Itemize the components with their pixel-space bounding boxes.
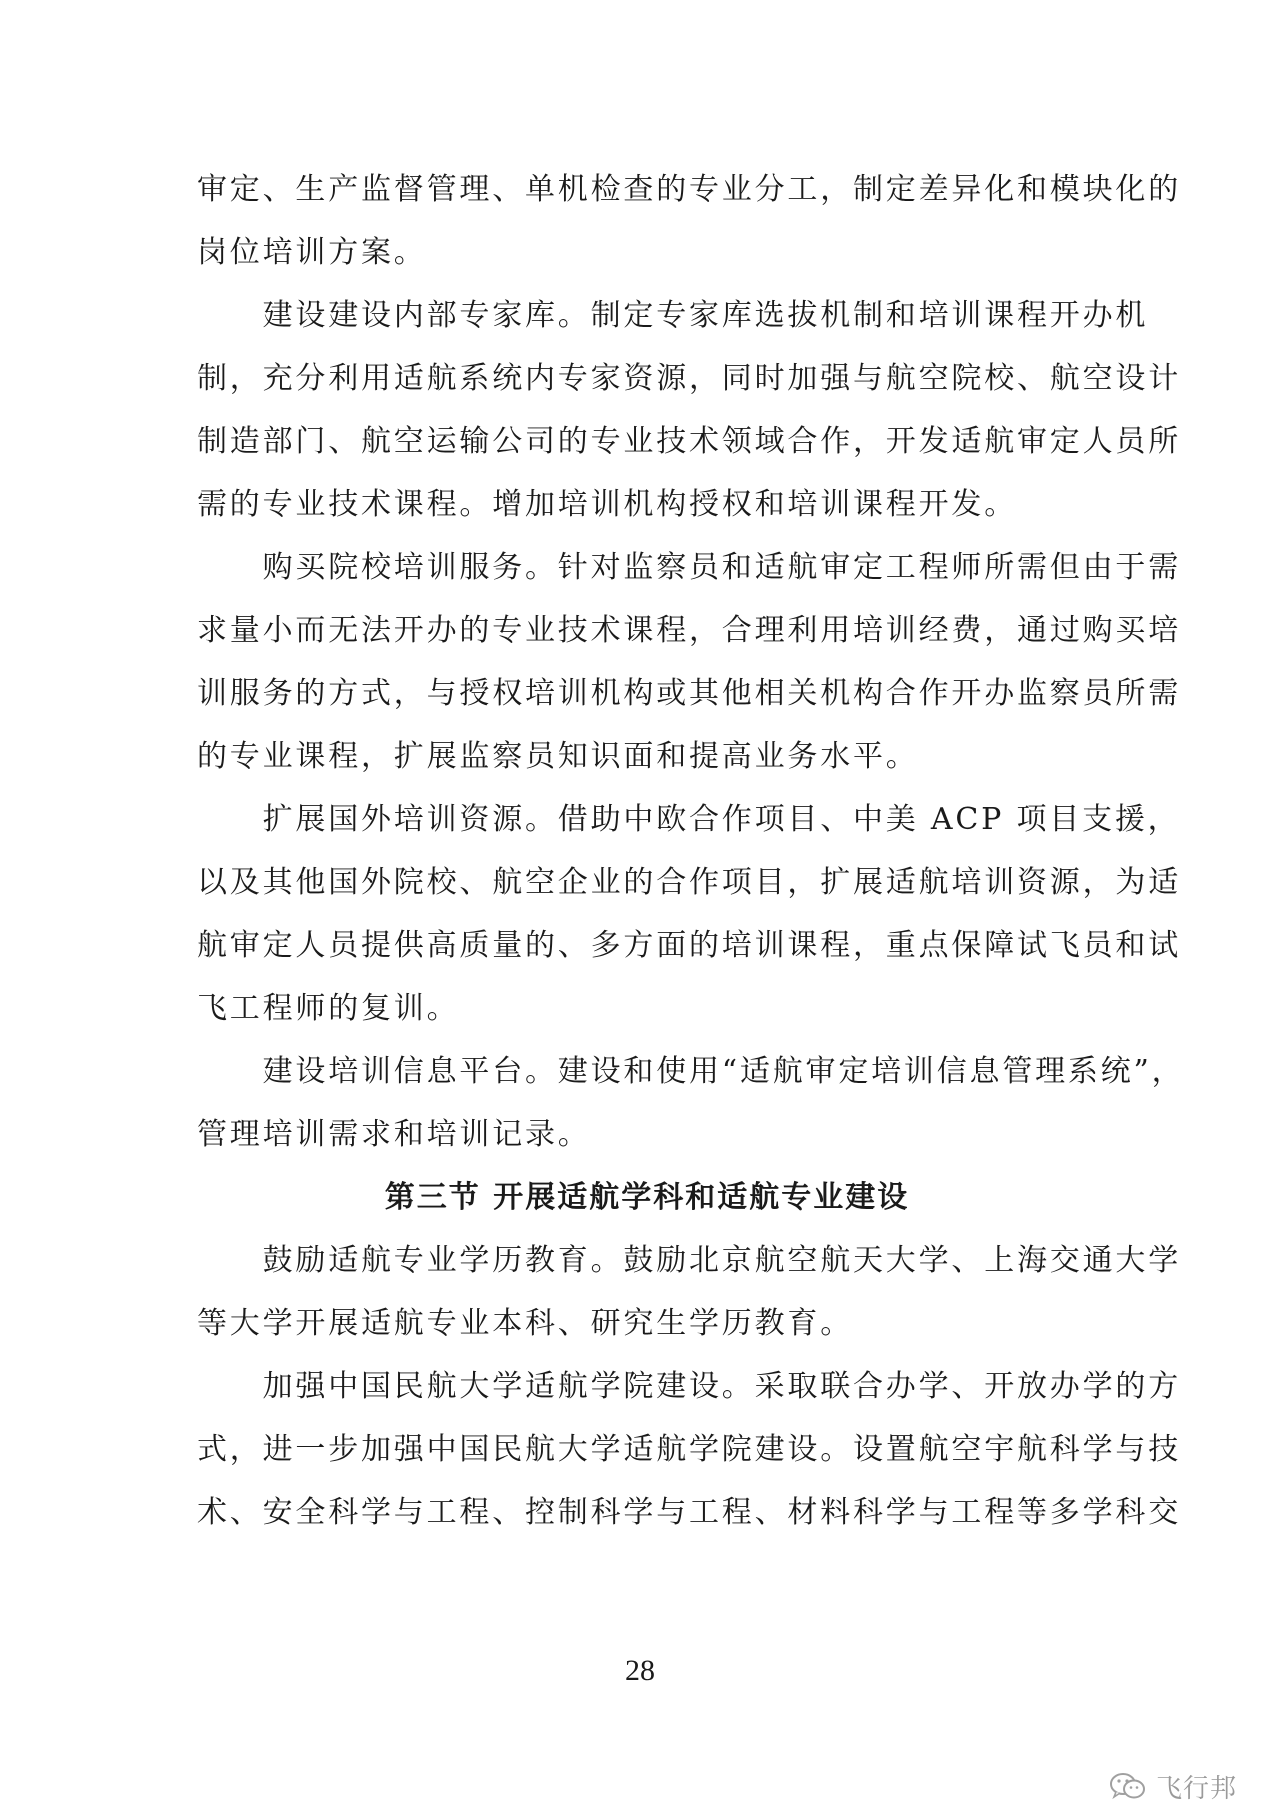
- text-line: 以及其他国外院校、航空企业的合作项目，扩展适航培训资源，为适: [197, 865, 1181, 900]
- text-line: 扩展国外培训资源。借助中欧合作项目、中美 ACP 项目支援，: [197, 802, 1181, 837]
- text-line: 制造部门、航空运输公司的专业技术领域合作，开发适航审定人员所: [197, 424, 1181, 459]
- text-line: 术、安全科学与工程、控制科学与工程、材料科学与工程等多学科交: [197, 1495, 1181, 1530]
- text-line: 加强中国民航大学适航学院建设。采取联合办学、开放办学的方: [197, 1369, 1181, 1404]
- watermark: [1108, 1768, 1237, 1804]
- text-line: 等大学开展适航专业本科、研究生学历教育。: [197, 1306, 853, 1341]
- text-line: 审定、生产监督管理、单机检查的专业分工，制定差异化和模块化的: [197, 172, 1181, 207]
- text-line: 管理培训需求和培训记录。: [197, 1117, 591, 1152]
- text-line: 航审定人员提供高质量的、多方面的培训课程，重点保障试飞员和试: [197, 928, 1181, 963]
- text-line: 需的专业技术课程。增加培训机构授权和培训课程开发。: [197, 487, 1017, 522]
- text-line: 训服务的方式，与授权培训机构或其他相关机构合作开办监察员所需: [197, 676, 1181, 711]
- text-line: 建设培训信息平台。建设和使用“适航审定培训信息管理系统”，: [197, 1054, 1185, 1089]
- text-line: 求量小而无法开办的专业技术课程，合理利用培训经费，通过购买培: [197, 613, 1181, 648]
- text-line: 制，充分利用适航系统内专家资源，同时加强与航空院校、航空设计: [197, 361, 1181, 396]
- text-line: 岗位培训方案。: [197, 235, 427, 270]
- wechat-icon: [1108, 1771, 1148, 1801]
- section-heading: 第三节 开展适航学科和适航专业建设: [384, 1180, 910, 1215]
- page-number: 28: [625, 1654, 655, 1687]
- text-line: 购买院校培训服务。针对监察员和适航审定工程师所需但由于需: [197, 550, 1181, 585]
- text-line: 式，进一步加强中国民航大学适航学院建设。设置航空宇航科学与技: [197, 1432, 1181, 1467]
- text-line: 飞工程师的复训。: [197, 991, 460, 1026]
- text-line: 鼓励适航专业学历教育。鼓励北京航空航天大学、上海交通大学: [197, 1243, 1181, 1278]
- text-line: 建设建设内部专家库。制定专家库选拔机制和培训课程开办机: [197, 298, 1149, 333]
- watermark-label: 飞行邦: [1156, 1773, 1238, 1804]
- body-text: [197, 158, 1185, 1544]
- text-line: 的专业课程，扩展监察员知识面和提高业务水平。: [197, 739, 919, 774]
